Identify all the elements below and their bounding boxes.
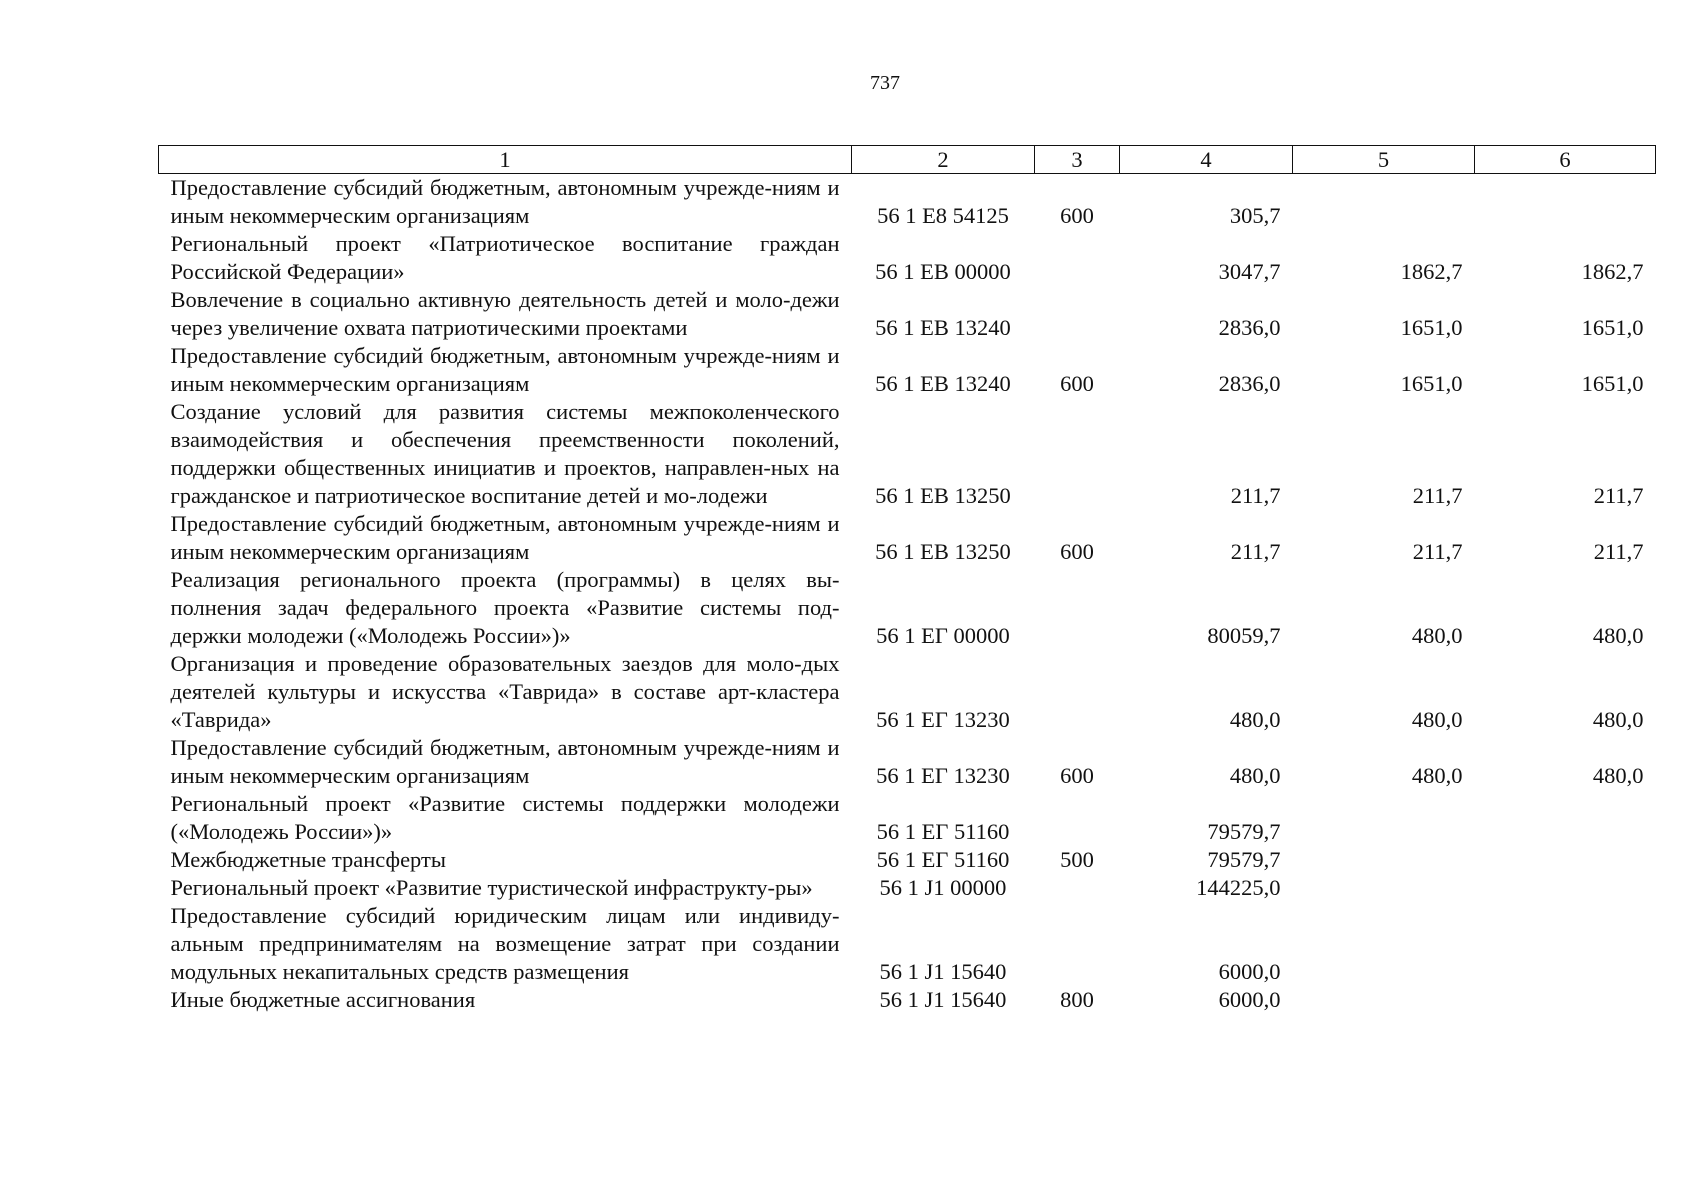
table-row <box>159 734 1656 790</box>
row-code: 56 1 EB 13250 <box>875 539 1011 564</box>
row-value-col5: 211,7 <box>1412 539 1463 564</box>
table-row <box>159 874 1656 902</box>
row-value-col4: 305,7 <box>1229 203 1281 228</box>
row-code: 56 1 EГ 51160 <box>876 847 1010 872</box>
row-value-col4: 3047,7 <box>1218 259 1281 284</box>
row-code: 56 1 EГ 13230 <box>876 707 1010 732</box>
row-name: Создание условий для развития системы межпоколенческого взаимодействия и обеспечения преемственности поколений, поддержки общественных инициатив и проектов, направлен-ных на гражданское и патриотическое воспитание детей и мо-лодежи <box>170 399 840 508</box>
header-col-1: 1 <box>159 146 852 174</box>
row-value-col5: 211,7 <box>1412 483 1463 508</box>
row-value-col6 <box>1475 790 1656 846</box>
row-name: Предоставление субсидий бюджетным, автономным учрежде-ниям и иным некоммерческим организациям <box>170 511 840 564</box>
row-name: Региональный проект «Развитие системы поддержки молодежи («Молодежь России»)» <box>170 791 840 844</box>
row-code: 56 1 J1 15640 <box>879 987 1007 1012</box>
row-value-col6: 1651,0 <box>1581 371 1644 396</box>
row-type: 500 <box>1060 847 1094 872</box>
row-code: 56 1 EГ 13230 <box>876 763 1010 788</box>
row-code: 56 1 J1 15640 <box>879 959 1007 984</box>
row-type <box>1035 790 1120 846</box>
table-row <box>159 986 1656 1014</box>
row-code: 56 1 EB 13240 <box>875 371 1011 396</box>
row-type <box>1035 398 1120 510</box>
table-header <box>159 146 1656 174</box>
row-value-col5: 1651,0 <box>1400 315 1463 340</box>
header-row <box>159 146 1656 174</box>
table-body <box>159 174 1656 1015</box>
row-type: 600 <box>1060 539 1094 564</box>
row-value-col6 <box>1475 874 1656 902</box>
table-row <box>159 846 1656 874</box>
row-value-col4: 6000,0 <box>1218 959 1281 984</box>
row-name: Региональный проект «Развитие туристической инфраструкту-ры» <box>170 875 813 900</box>
table-row <box>159 902 1656 986</box>
header-col-4: 4 <box>1120 146 1293 174</box>
row-value-col5 <box>1293 986 1475 1014</box>
table-row <box>159 342 1656 398</box>
row-type: 600 <box>1060 203 1094 228</box>
row-name: Организация и проведение образовательных заездов для моло-дых деятелей культуры и искусства «Таврида» в составе арт-кластера «Таврида» <box>170 651 840 732</box>
row-value-col4: 480,0 <box>1229 763 1281 788</box>
row-code: 56 1 EB 13250 <box>875 483 1011 508</box>
table-row <box>159 566 1656 650</box>
row-name: Иные бюджетные ассигнования <box>170 987 476 1012</box>
table-row <box>159 790 1656 846</box>
row-value-col4: 79579,7 <box>1207 819 1281 844</box>
row-value-col6 <box>1475 986 1656 1014</box>
row-name: Реализация регионального проекта (программы) в целях вы-полнения задач федерального проекта «Развитие системы под-держки молодежи («Молодежь России»)» <box>170 567 840 648</box>
row-value-col5 <box>1293 846 1475 874</box>
row-type: 600 <box>1060 371 1094 396</box>
row-value-col6: 480,0 <box>1592 763 1644 788</box>
row-code: 56 1 E8 54125 <box>877 203 1009 228</box>
row-name: Вовлечение в социально активную деятельность детей и моло-дежи через увеличение охвата патриотическими проектами <box>170 287 840 340</box>
row-value-col4: 480,0 <box>1229 707 1281 732</box>
row-type <box>1035 874 1120 902</box>
row-type <box>1035 230 1120 286</box>
row-value-col6: 480,0 <box>1592 707 1644 732</box>
row-name: Межбюджетные трансферты <box>170 847 446 872</box>
row-value-col5: 1862,7 <box>1400 259 1463 284</box>
row-code: 56 1 EB 00000 <box>875 259 1011 284</box>
row-name: Предоставление субсидий бюджетным, автономным учрежде-ниям и иным некоммерческим организациям <box>170 175 840 228</box>
row-value-col6 <box>1475 846 1656 874</box>
header-col-2: 2 <box>852 146 1035 174</box>
row-value-col4: 211,7 <box>1230 483 1281 508</box>
row-code: 56 1 EГ 00000 <box>876 623 1010 648</box>
row-value-col5: 480,0 <box>1411 763 1463 788</box>
row-type: 600 <box>1060 763 1094 788</box>
row-value-col4: 2836,0 <box>1218 315 1281 340</box>
table-row <box>159 398 1656 510</box>
header-col-3: 3 <box>1035 146 1120 174</box>
header-col-5: 5 <box>1293 146 1475 174</box>
row-name: Предоставление субсидий юридическим лицам или индивиду-альным предпринимателям на возмещение затрат при создании модульных некапитальных средств размещения <box>170 903 840 984</box>
row-type <box>1035 566 1120 650</box>
row-value-col6: 211,7 <box>1593 483 1644 508</box>
row-value-col4: 211,7 <box>1230 539 1281 564</box>
row-type: 800 <box>1060 987 1094 1012</box>
row-value-col4: 6000,0 <box>1218 987 1281 1012</box>
row-value-col4: 80059,7 <box>1207 623 1281 648</box>
row-value-col5: 1651,0 <box>1400 371 1463 396</box>
row-value-col5 <box>1293 874 1475 902</box>
row-name: Региональный проект «Патриотическое воспитание граждан Российской Федерации» <box>170 231 840 284</box>
header-col-6: 6 <box>1475 146 1656 174</box>
row-value-col6 <box>1475 174 1656 231</box>
table-row <box>159 230 1656 286</box>
row-code: 56 1 EB 13240 <box>875 315 1011 340</box>
row-value-col6: 1862,7 <box>1581 259 1644 284</box>
row-code: 56 1 EГ 51160 <box>876 819 1010 844</box>
row-value-col5: 480,0 <box>1411 623 1463 648</box>
row-value-col6: 1651,0 <box>1581 315 1644 340</box>
table-row <box>159 286 1656 342</box>
row-value-col5: 480,0 <box>1411 707 1463 732</box>
row-type <box>1035 286 1120 342</box>
row-type <box>1035 650 1120 734</box>
row-type <box>1035 902 1120 986</box>
row-value-col5 <box>1293 174 1475 231</box>
row-value-col4: 144225,0 <box>1196 875 1281 900</box>
budget-table <box>158 145 1656 1014</box>
row-value-col4: 79579,7 <box>1207 847 1281 872</box>
table-row <box>159 174 1656 231</box>
table-row <box>159 650 1656 734</box>
page-number: 737 <box>870 72 900 94</box>
row-name: Предоставление субсидий бюджетным, автономным учрежде-ниям и иным некоммерческим организациям <box>170 343 840 396</box>
row-value-col6: 211,7 <box>1593 539 1644 564</box>
row-name: Предоставление субсидий бюджетным, автономным учрежде-ниям и иным некоммерческим организациям <box>170 735 840 788</box>
row-value-col5 <box>1293 902 1475 986</box>
row-value-col6: 480,0 <box>1592 623 1644 648</box>
row-value-col5 <box>1293 790 1475 846</box>
row-value-col4: 2836,0 <box>1218 371 1281 396</box>
row-value-col6 <box>1475 902 1656 986</box>
row-code: 56 1 J1 00000 <box>879 875 1007 900</box>
table-row <box>159 510 1656 566</box>
